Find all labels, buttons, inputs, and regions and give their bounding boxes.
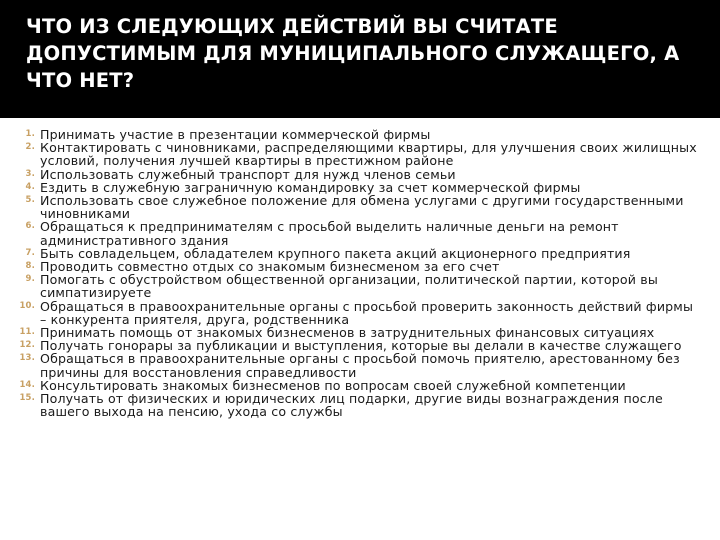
list-item [0, 194, 720, 220]
item-number: 9. [25, 274, 35, 285]
item-number: 6. [25, 221, 35, 232]
item-text: Использовать служебный транспорт для нужд членов семьи [40, 166, 456, 182]
item-number: 4. [25, 181, 35, 192]
slide-header [0, 0, 720, 118]
item-text: Обращаться в правоохранительные органы с просьбой проверить законность действий фирмы – конкурента приятеля, друга, родственника [40, 298, 694, 327]
item-text: Использовать свое служебное положение для обмена услугами с другими государственными чиновниками [40, 193, 684, 222]
item-number: 12. [19, 340, 35, 351]
list-item [0, 392, 720, 418]
item-number: 7. [25, 247, 35, 258]
item-number: 2. [25, 142, 35, 153]
list-item [0, 141, 720, 167]
item-number: 13. [19, 353, 35, 364]
item-number: 10. [19, 300, 35, 311]
list-item [0, 300, 720, 326]
item-text: Обращаться к предпринимателям с просьбой выделить наличные деньги на ремонт административного здания [40, 219, 619, 248]
item-number: 8. [25, 261, 35, 272]
item-number: 11. [19, 327, 35, 338]
item-number: 15. [19, 393, 35, 404]
item-text: Ездить в служебную заграничную командировку за счет коммерческой фирмы [40, 179, 581, 195]
item-text: Обращаться в правоохранительные органы с просьбой помочь приятелю, арестованному без причины для восстановления справедливости [40, 351, 680, 380]
item-number: 1. [25, 129, 35, 139]
list-item [0, 352, 720, 378]
item-text: Получать гонорары за публикации и выступления, которые вы делали в качестве служащего [40, 338, 682, 354]
item-text: Консультировать знакомых бизнесменов по вопросам своей служебной компетенции [40, 377, 626, 393]
slide-title: ЧТО ИЗ СЛЕДУЮЩИХ ДЕЙСТВИЙ ВЫ СЧИТАТЕ ДОПУСТИМЫМ ДЛЯ МУНИЦИПАЛЬНОГО СЛУЖАЩЕГО, А ЧТО НЕТ? [26, 15, 680, 92]
item-text: Принимать помощь от знакомых бизнесменов в затруднительных финансовых ситуациях [40, 325, 655, 341]
item-text: Контактировать с чиновниками, распределяющими квартиры, для улучшения своих жилищных условий, получения лучшей квартиры в престижном районе [40, 140, 697, 169]
list-item [0, 168, 720, 181]
item-number: 14. [19, 379, 35, 390]
item-number: 5. [25, 195, 35, 206]
list-item [0, 273, 720, 299]
list-item [0, 220, 720, 246]
item-text: Проводить совместно отдых со знакомым бизнесменом за его счет [40, 259, 500, 275]
item-text: Помогать с обустройством общественной организации, политической партии, которой вы симпатизируете [40, 272, 658, 301]
questions-list [0, 128, 720, 418]
item-text: Принимать участие в презентации коммерческой фирмы [40, 127, 431, 142]
item-text: Получать от физических и юридических лиц подарки, другие виды вознаграждения после вашего выхода на пенсию, ухода со службы [40, 391, 663, 420]
item-text: Быть совладельцем, обладателем крупного пакета акций акционерного предприятия [40, 245, 631, 261]
item-number: 3. [25, 168, 35, 179]
